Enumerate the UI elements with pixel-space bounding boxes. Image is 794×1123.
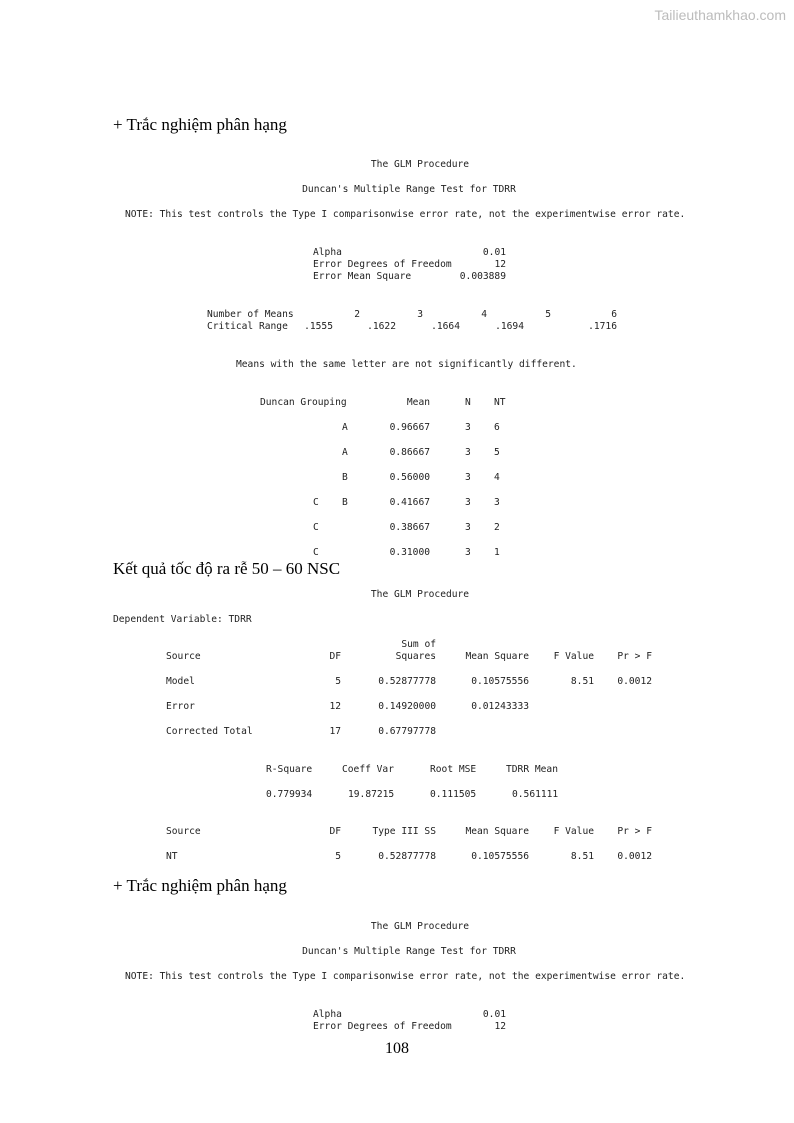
- type3-ss: 0.52877778: [378, 851, 436, 862]
- duncan-test-title: Duncan's Multiple Range Test for TDRR: [302, 184, 516, 195]
- mean-header: Mean: [406, 397, 430, 408]
- critical-range-value: .1694: [495, 321, 524, 332]
- group-nt: 6: [494, 422, 500, 433]
- anova-df: 17: [329, 726, 341, 737]
- param-label: Error Degrees of Freedom: [313, 1021, 452, 1032]
- critical-range-label: Critical Range: [207, 321, 288, 332]
- group-n: 3: [465, 497, 471, 508]
- anova-source: Error: [166, 701, 195, 712]
- group-letter: A: [342, 422, 348, 433]
- critical-range-value: .1716: [588, 321, 617, 332]
- anova-ms: 0.10575556: [471, 676, 529, 687]
- glm-procedure-title: The GLM Procedure: [370, 589, 470, 600]
- fit-value: 0.779934: [266, 789, 313, 800]
- fit-value: 19.87215: [348, 789, 395, 800]
- glm-procedure-title: The GLM Procedure: [370, 159, 470, 170]
- group-n: 3: [465, 447, 471, 458]
- anova-df: 5: [335, 676, 341, 687]
- group-n: 3: [465, 472, 471, 483]
- critical-range-value: .1555: [304, 321, 333, 332]
- anova-f: 8.51: [570, 676, 594, 687]
- param-label: Error Degrees of Freedom: [313, 259, 452, 270]
- anova-header-ss-top: Sum of: [401, 639, 436, 650]
- glm-procedure-title: The GLM Procedure: [370, 921, 470, 932]
- anova-ss: 0.67797778: [378, 726, 436, 737]
- type3-ms: 0.10575556: [471, 851, 529, 862]
- type3-source: NT: [166, 851, 178, 862]
- group-nt: 4: [494, 472, 500, 483]
- group-letter: C: [313, 547, 319, 558]
- fit-header: Root MSE: [430, 764, 477, 775]
- fit-value: 0.111505: [430, 789, 477, 800]
- anova-header-p: Pr > F: [617, 651, 652, 662]
- param-value: 0.01: [482, 247, 506, 258]
- group-letter: B: [342, 497, 348, 508]
- type3-header-df: DF: [329, 826, 341, 837]
- fit-value: 0.561111: [512, 789, 559, 800]
- type3-header-p: Pr > F: [617, 826, 652, 837]
- section-heading-rooting-speed: Kết quả tốc độ ra rễ 50 – 60 NSC: [113, 559, 341, 578]
- type3-f: 8.51: [570, 851, 594, 862]
- critical-range-value: .1664: [431, 321, 460, 332]
- param-label: Error Mean Square: [313, 271, 412, 282]
- group-mean: 0.96667: [389, 422, 430, 433]
- grouping-header: Duncan Grouping: [260, 397, 347, 408]
- section-heading-ranking-2: + Trắc nghiệm phân hạng: [113, 876, 287, 895]
- type3-header-ss: Type III SS: [372, 826, 436, 837]
- group-mean: 0.31000: [389, 547, 430, 558]
- param-label: Alpha: [313, 247, 342, 258]
- group-nt: 2: [494, 522, 500, 533]
- group-n: 3: [465, 547, 471, 558]
- anova-ms: 0.01243333: [471, 701, 529, 712]
- anova-header-ss: Squares: [395, 651, 436, 662]
- param-value: 0.003889: [459, 271, 506, 282]
- fit-header: Coeff Var: [342, 764, 394, 775]
- fit-header: TDRR Mean: [506, 764, 558, 775]
- anova-header-ms: Mean Square: [465, 651, 529, 662]
- param-value: 12: [494, 259, 506, 270]
- group-n: 3: [465, 422, 471, 433]
- anova-ss: 0.14920000: [378, 701, 436, 712]
- means-value: 2: [354, 309, 360, 320]
- group-letter: B: [342, 472, 348, 483]
- means-value: 5: [545, 309, 551, 320]
- means-value: 4: [481, 309, 487, 320]
- dependent-variable: Dependent Variable: TDRR: [113, 614, 252, 625]
- group-n: 3: [465, 522, 471, 533]
- type3-header-source: Source: [166, 826, 201, 837]
- group-nt: 1: [494, 547, 500, 558]
- group-nt: 5: [494, 447, 500, 458]
- anova-df: 12: [329, 701, 341, 712]
- type3-df: 5: [335, 851, 341, 862]
- anova-ss: 0.52877778: [378, 676, 436, 687]
- param-value: 12: [494, 1021, 506, 1032]
- anova-source: Model: [166, 676, 195, 687]
- page-number: 108: [385, 1040, 409, 1057]
- group-mean: 0.38667: [389, 522, 430, 533]
- param-value: 0.01: [482, 1009, 506, 1020]
- param-label: Alpha: [313, 1009, 342, 1020]
- number-of-means-label: Number of Means: [207, 309, 294, 320]
- duncan-test-title: Duncan's Multiple Range Test for TDRR: [302, 946, 516, 957]
- type3-header-f: F Value: [553, 826, 594, 837]
- anova-header-f: F Value: [553, 651, 594, 662]
- type3-header-ms: Mean Square: [465, 826, 529, 837]
- means-value: 3: [417, 309, 423, 320]
- means-value: 6: [611, 309, 617, 320]
- fit-header: R-Square: [266, 764, 313, 775]
- duncan-note: NOTE: This test controls the Type I comparisonwise error rate, not the experimentwise error rate.: [125, 971, 686, 982]
- group-mean: 0.86667: [389, 447, 430, 458]
- group-letter: C: [313, 497, 319, 508]
- anova-header-source: Source: [166, 651, 201, 662]
- anova-header-df: DF: [329, 651, 341, 662]
- group-mean: 0.56000: [389, 472, 430, 483]
- type3-p: 0.0012: [617, 851, 652, 862]
- anova-p: 0.0012: [617, 676, 652, 687]
- critical-range-value: .1622: [367, 321, 396, 332]
- group-mean: 0.41667: [389, 497, 430, 508]
- group-letter: A: [342, 447, 348, 458]
- means-letter-note: Means with the same letter are not significantly different.: [236, 359, 577, 370]
- group-nt: 3: [494, 497, 500, 508]
- group-letter: C: [313, 522, 319, 533]
- watermark: Tailieuthamkhao.com: [654, 7, 786, 23]
- anova-source: Corrected Total: [166, 726, 253, 737]
- section-heading-ranking: + Trắc nghiệm phân hạng: [113, 115, 287, 134]
- duncan-note: NOTE: This test controls the Type I comparisonwise error rate, not the experimentwise error rate.: [125, 209, 686, 220]
- n-header: N: [465, 397, 471, 408]
- nt-header: NT: [494, 397, 506, 408]
